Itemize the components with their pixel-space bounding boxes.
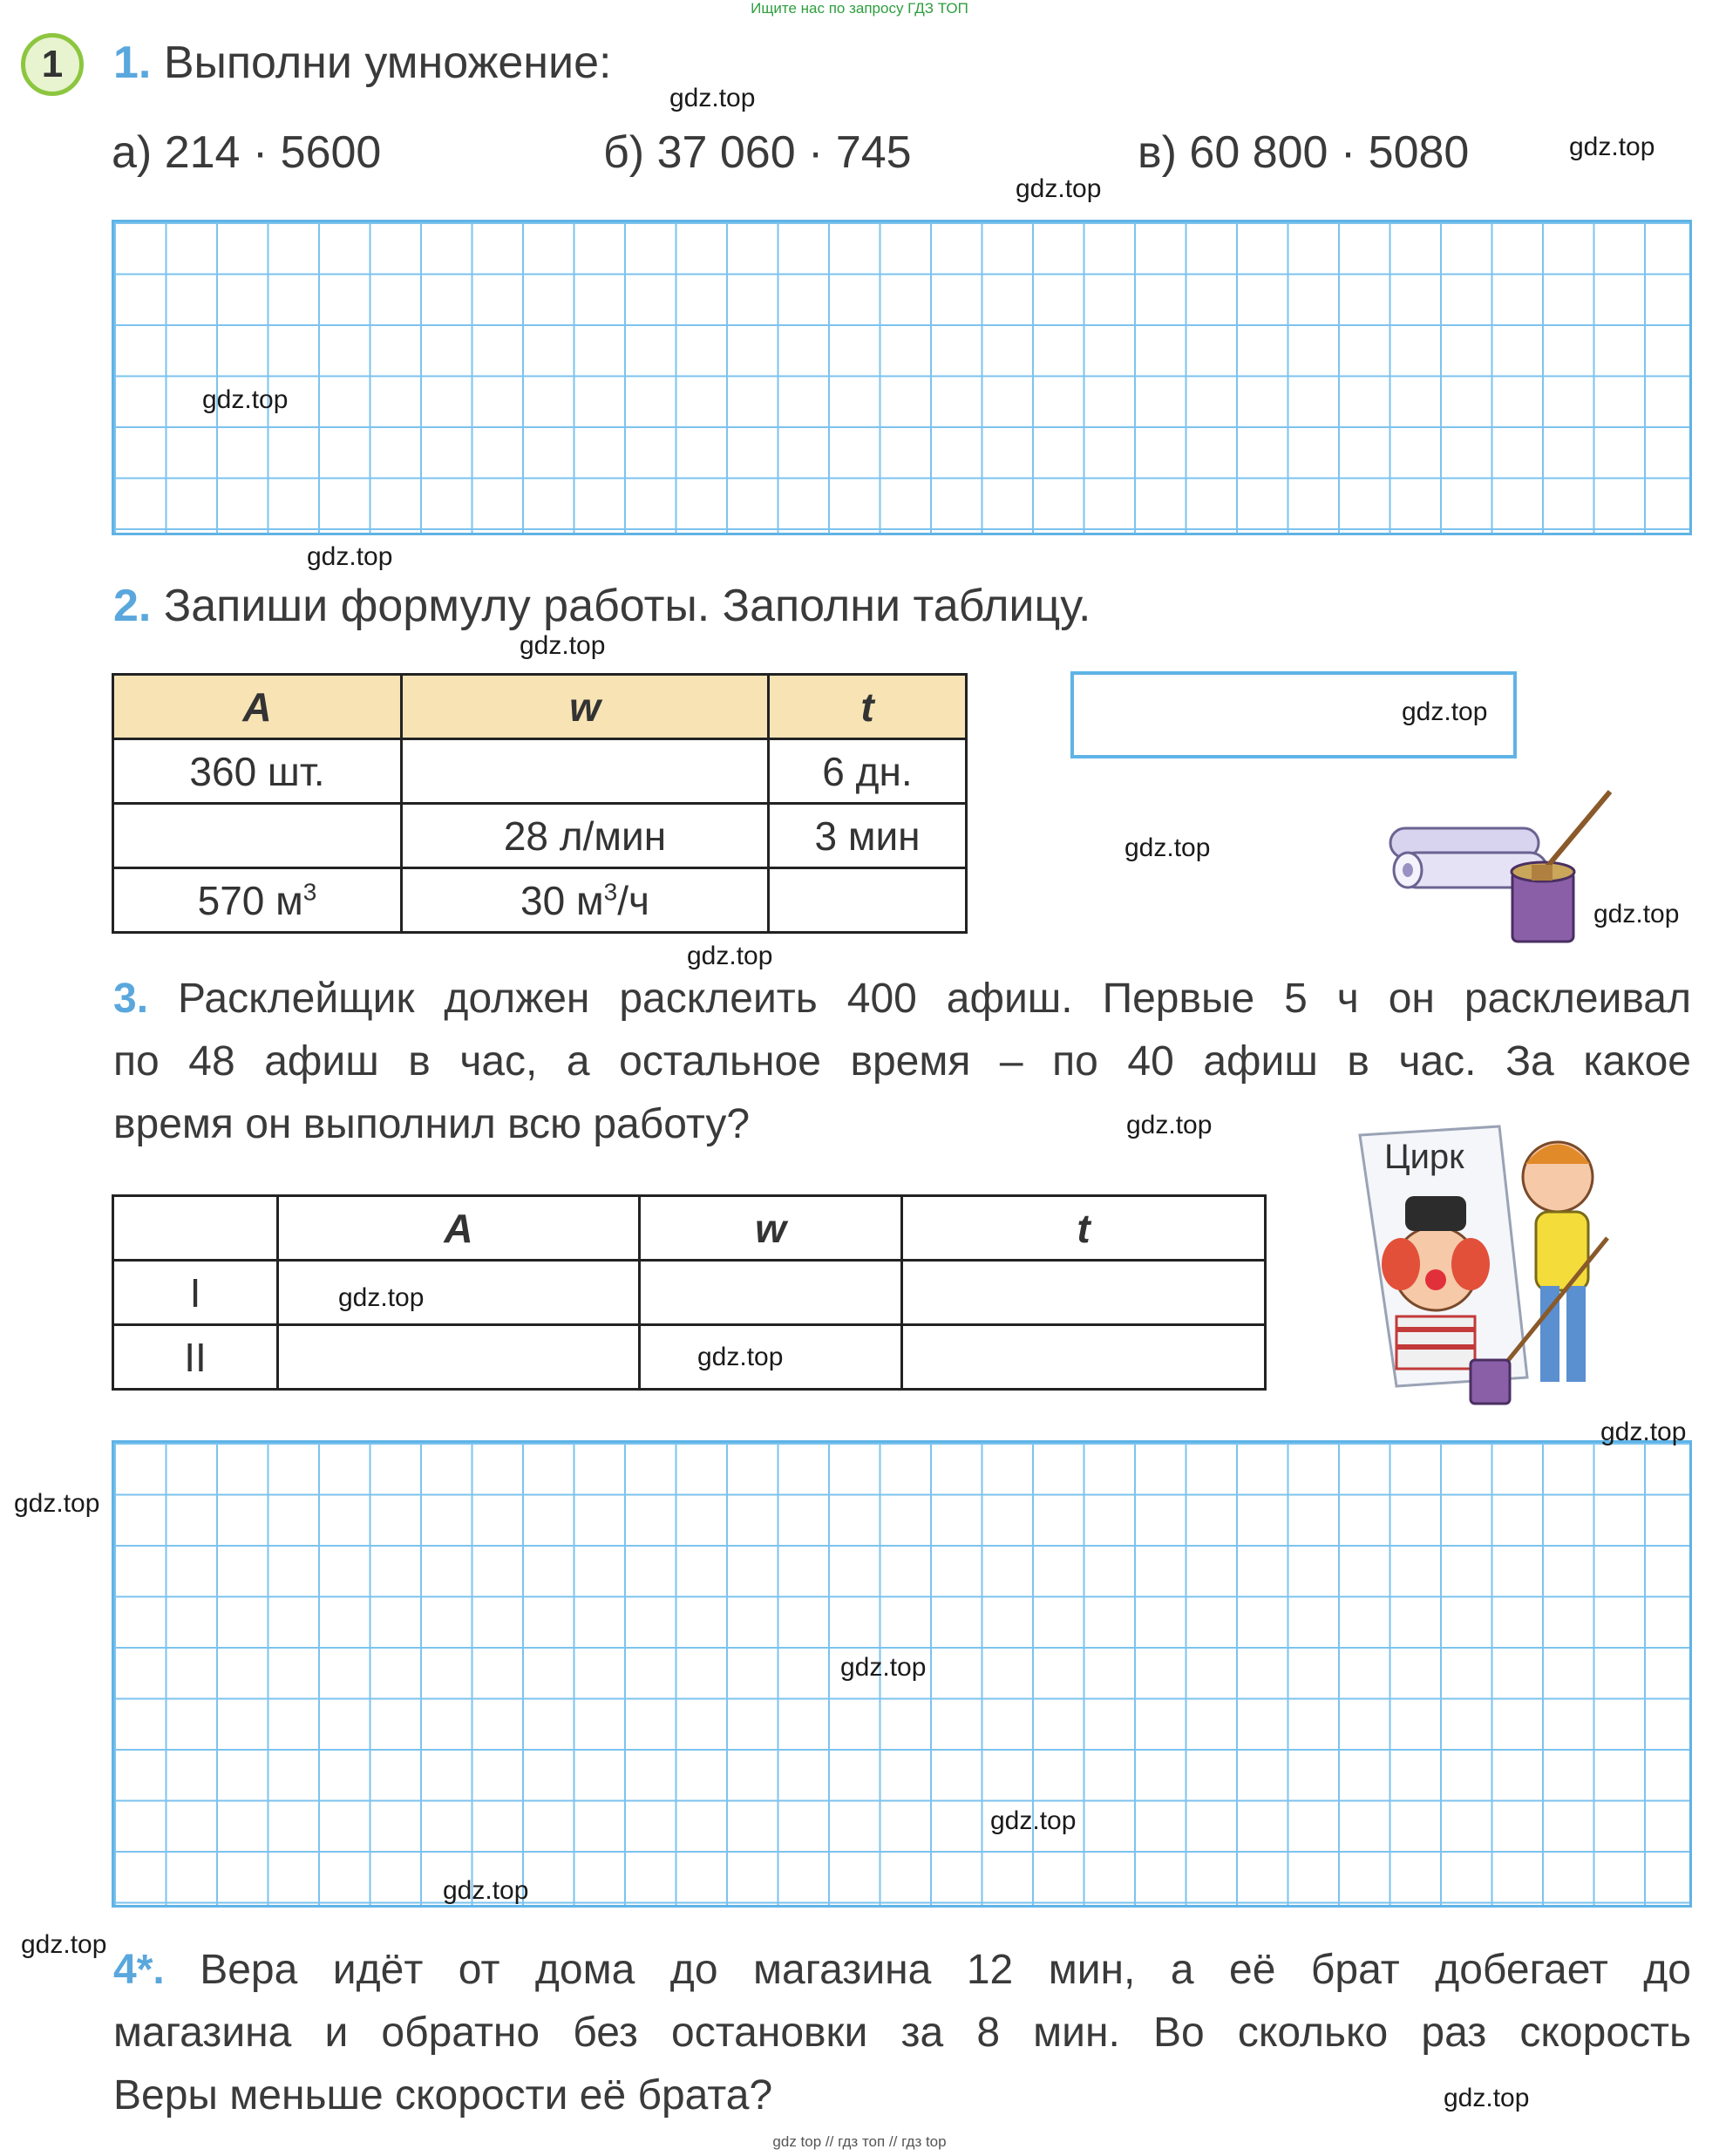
task4-line-2: магазина и обратно без остановки за 8 мин. Во сколько раз скорость: [113, 2010, 1691, 2056]
task3-row-label-2: II: [113, 1325, 278, 1390]
task3-line-1-text: Расклейщик должен расклеить 400 афиш. Первые 5 ч он расклеивал: [178, 976, 1692, 1022]
task1-item-b: [603, 126, 912, 179]
task2-cell-empty[interactable]: [769, 868, 967, 933]
task3-header-w: w: [640, 1196, 902, 1261]
watermark: gdz.top: [669, 84, 756, 112]
bottom-note: gdz top // гдз топ // гдз top: [772, 2133, 947, 2150]
task1-answer-grid[interactable]: [112, 220, 1692, 535]
task1-item-b-expr: 37 060 · 745: [656, 127, 912, 178]
task3-line-1: [113, 968, 1691, 1030]
watermark: gdz.top: [307, 542, 393, 571]
task4-line-1: [113, 1939, 1691, 2002]
watermark: gdz.top: [1600, 1418, 1687, 1446]
task1-item-c-label: в): [1138, 127, 1177, 178]
table-row: [113, 868, 967, 933]
task3-cell-empty[interactable]: [278, 1261, 640, 1325]
task2-cell-volume: [113, 868, 402, 933]
watermark: gdz.top: [1569, 133, 1655, 161]
task2-title: Запиши формулу работы. Заполни таблицу.: [163, 581, 1091, 631]
task3-cell-empty[interactable]: [902, 1325, 1266, 1390]
circus-poster-illustration: [1353, 1125, 1632, 1412]
watermark: gdz.top: [520, 631, 606, 660]
watermark: gdz.top: [840, 1653, 927, 1682]
table-row: [113, 1325, 1266, 1390]
task4-line-3: Веры меньше скорости её брата?: [113, 2072, 773, 2119]
task2-cell: 360 шт.: [113, 739, 402, 804]
task1-item-a-expr: 214 · 5600: [164, 127, 382, 178]
task2-cell: 3 мин: [769, 804, 967, 868]
watermark: gdz.top: [687, 942, 773, 970]
task2-volume-sup: 3: [302, 878, 317, 906]
watermark: gdz.top: [990, 1806, 1077, 1835]
paper-rolls-illustration: [1382, 785, 1626, 950]
task3-cell-empty[interactable]: [278, 1325, 640, 1390]
task2-header-t: t: [769, 675, 967, 739]
task2-rate-per-hour: /ч: [617, 877, 649, 923]
circus-poster-text: Цирк: [1384, 1138, 1464, 1176]
task3-header-blank: [113, 1196, 278, 1261]
task4-line-1-text: Вера идёт от дома до магазина 12 мин, а её брат добегает до: [200, 1947, 1692, 1993]
task2-rate-value: 30 м: [520, 877, 604, 923]
task3-header-t: t: [902, 1196, 1266, 1261]
task2-header-w: w: [402, 675, 769, 739]
task2-volume-value: 570 м: [197, 877, 303, 923]
task2-table: [112, 673, 968, 934]
watermark: gdz.top: [338, 1283, 425, 1312]
watermark: gdz.top: [202, 385, 289, 414]
task2-heading: [113, 580, 1091, 632]
table-row: [113, 1261, 1266, 1325]
task3-line-2: по 48 афиш в час, а остальное время – по 40 афиш в час. За какое: [113, 1038, 1691, 1085]
task2-cell: 6 дн.: [769, 739, 967, 804]
watermark: gdz.top: [1016, 174, 1102, 203]
task3-row-label-1: I: [113, 1261, 278, 1325]
top-note: Ищите нас по запросу ГДЗ ТОП: [751, 0, 968, 17]
task2-cell: 28 л/мин: [402, 804, 769, 868]
watermark: gdz.top: [1124, 833, 1211, 862]
table-row: [113, 804, 967, 868]
task3-number: 3.: [113, 976, 149, 1022]
task3-cell-empty[interactable]: [902, 1261, 1266, 1325]
task2-rate-sup: 3: [603, 878, 618, 906]
task3-header-a: A: [278, 1196, 640, 1261]
task2-cell-empty[interactable]: [113, 804, 402, 868]
task2-cell-empty[interactable]: [402, 739, 769, 804]
watermark: gdz.top: [1444, 2084, 1530, 2112]
watermark: gdz.top: [1593, 900, 1680, 928]
task1-item-a: [112, 126, 381, 179]
task1-title: Выполни умножение:: [163, 37, 612, 88]
task4-number: 4*.: [113, 1947, 165, 1993]
task3-cell-empty[interactable]: [640, 1261, 902, 1325]
task2-header-a: A: [113, 675, 402, 739]
task1-item-c: [1138, 126, 1469, 179]
table-row: [113, 739, 967, 804]
watermark: gdz.top: [443, 1876, 529, 1905]
watermark: gdz.top: [14, 1489, 100, 1518]
task1-item-b-label: б): [603, 127, 645, 178]
task3-table: [112, 1194, 1267, 1391]
task1-heading: [113, 37, 611, 89]
task1-item-a-label: а): [112, 127, 153, 178]
watermark: gdz.top: [21, 1930, 107, 1959]
task1-number: 1.: [113, 37, 152, 88]
task2-number: 2.: [113, 581, 152, 631]
watermark: gdz.top: [1126, 1111, 1213, 1139]
task2-cell-rate: [402, 868, 769, 933]
watermark: gdz.top: [697, 1343, 784, 1371]
task1-item-c-expr: 60 800 · 5080: [1189, 127, 1470, 178]
task3-line-3: время он выполнил всю работу?: [113, 1101, 751, 1147]
watermark: gdz.top: [1402, 697, 1488, 726]
page-badge: 1: [21, 33, 84, 96]
